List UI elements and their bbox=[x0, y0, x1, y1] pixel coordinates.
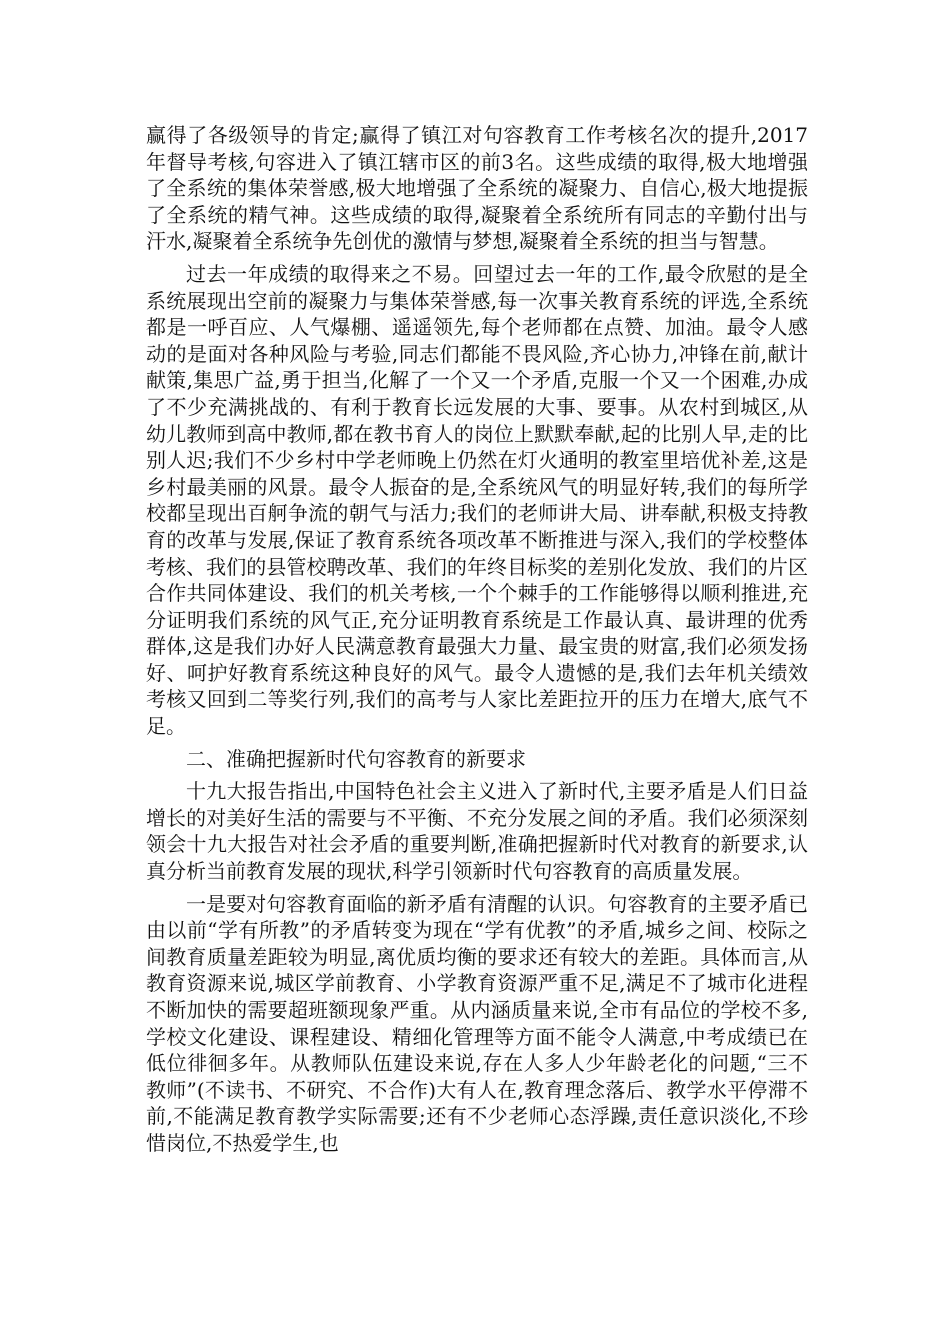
paragraph-past-year: 过去一年成绩的取得来之不易。回望过去一年的工作,最令欣慰的是全系统展现出空前的凝聚力与集体荣誉感,每一次事关教育系统的评选,全系统都是一呼百应、人气爆棚、遥遥领先,每个老师都在点赞、加油。最令人感动的是面对各种风险与考验,同志们都能不畏风险,齐心协力,冲锋在前,献计献策,集思广益,勇于担当,化解了一个又一个矛盾,克服一个又一个困难,办成了不少充满挑战的、有利于教育长远发展的大事、要事。从农村到城区,从幼儿教师到高中教师,都在教书育人的岗位上默默奉献,起的比别人早,走的比别人迟;我们不少乡村中学老师晚上仍然在灯火通明的教室里培优补差,这是乡村最美丽的风景。最令人振奋的是,全系统风气的明显好转,我们的每所学校都呈现出百舸争流的朝气与活力;我们的老师讲大局、讲奉献,积极支持教育的改革与发展,保证了教育系统各项改革不断推进与深入,我们的学校整体考核、我们的县管校聘改革、我们的年终目标奖的差别化发放、我们的片区合作共同体建设、我们的机关考核,一个个棘手的工作能够得以顺利推进,充分证明我们系统的风气正,充分证明教育系统是工作最认真、最讲理的优秀群体,这是我们办好人民满意教育最强大力量、最宝贵的财富,我们必须发扬好、呵护好教育系统这种良好的风气。最令人遗憾的是,我们去年机关绩效考核又回到二等奖行列,我们的高考与人家比差距拉开的压力在增大,底气不足。 bbox=[146, 261, 808, 739]
section-heading: 二、准确把握新时代句容教育的新要求 bbox=[186, 746, 526, 771]
paragraph-new-contradiction: 一是要对句容教育面临的新矛盾有清醒的认识。句容教育的主要矛盾已由以前“学有所教”的矛盾转变为现在“学有优教”的矛盾,城乡之间、校际之间教育质量差距较为明显,离优质均衡的要求还有较大的差距。具体而言,从教育资源来说,城区学前教育、小学教育资源严重不足,满足不了城市化进程不断加快的需要超班额现象严重。从内涵质量来说,全市有品位的学校不多,学校文化建设、课程建设、精细化管理等方面不能令人满意,中考成绩已在低位徘徊多年。从教师队伍建设来说,存在人多人少年龄老化的问题,“三不教师”(不读书、不研究、不合作)大有人在,教育理念落后、教学水平停滞不前,不能满足教育教学实际需要;还有不少老师心态浮躁,责任意识淡化,不珍惜岗位,不热爱学生,也 bbox=[146, 891, 808, 1155]
document-body bbox=[146, 122, 808, 1163]
paragraph-achievements: 赢得了各级领导的肯定;赢得了镇江对句容教育工作考核名次的提升,2017年督导考核,句容进入了镇江辖市区的前3名。这些成绩的取得,极大地增强了全系统的集体荣誉感,极大地增强了全系统的凝聚力、自信心,极大地提振了全系统的精气神。这些成绩的取得,凝聚着全系统所有同志的辛勤付出与汗水,凝聚着全系统争先创优的激情与梦想,凝聚着全系统的担当与智慧。 bbox=[146, 123, 808, 254]
paragraph-nineteenth-congress: 十九大报告指出,中国特色社会主义进入了新时代,主要矛盾是人们日益增长的对美好生活的需要与不平衡、不充分发展之间的矛盾。我们必须深刻领会十九大报告对社会矛盾的重要判断,准确把握新时代对教育的新要求,认真分析当前教育发展的现状,科学引领新时代句容教育的高质量发展。 bbox=[146, 779, 808, 884]
